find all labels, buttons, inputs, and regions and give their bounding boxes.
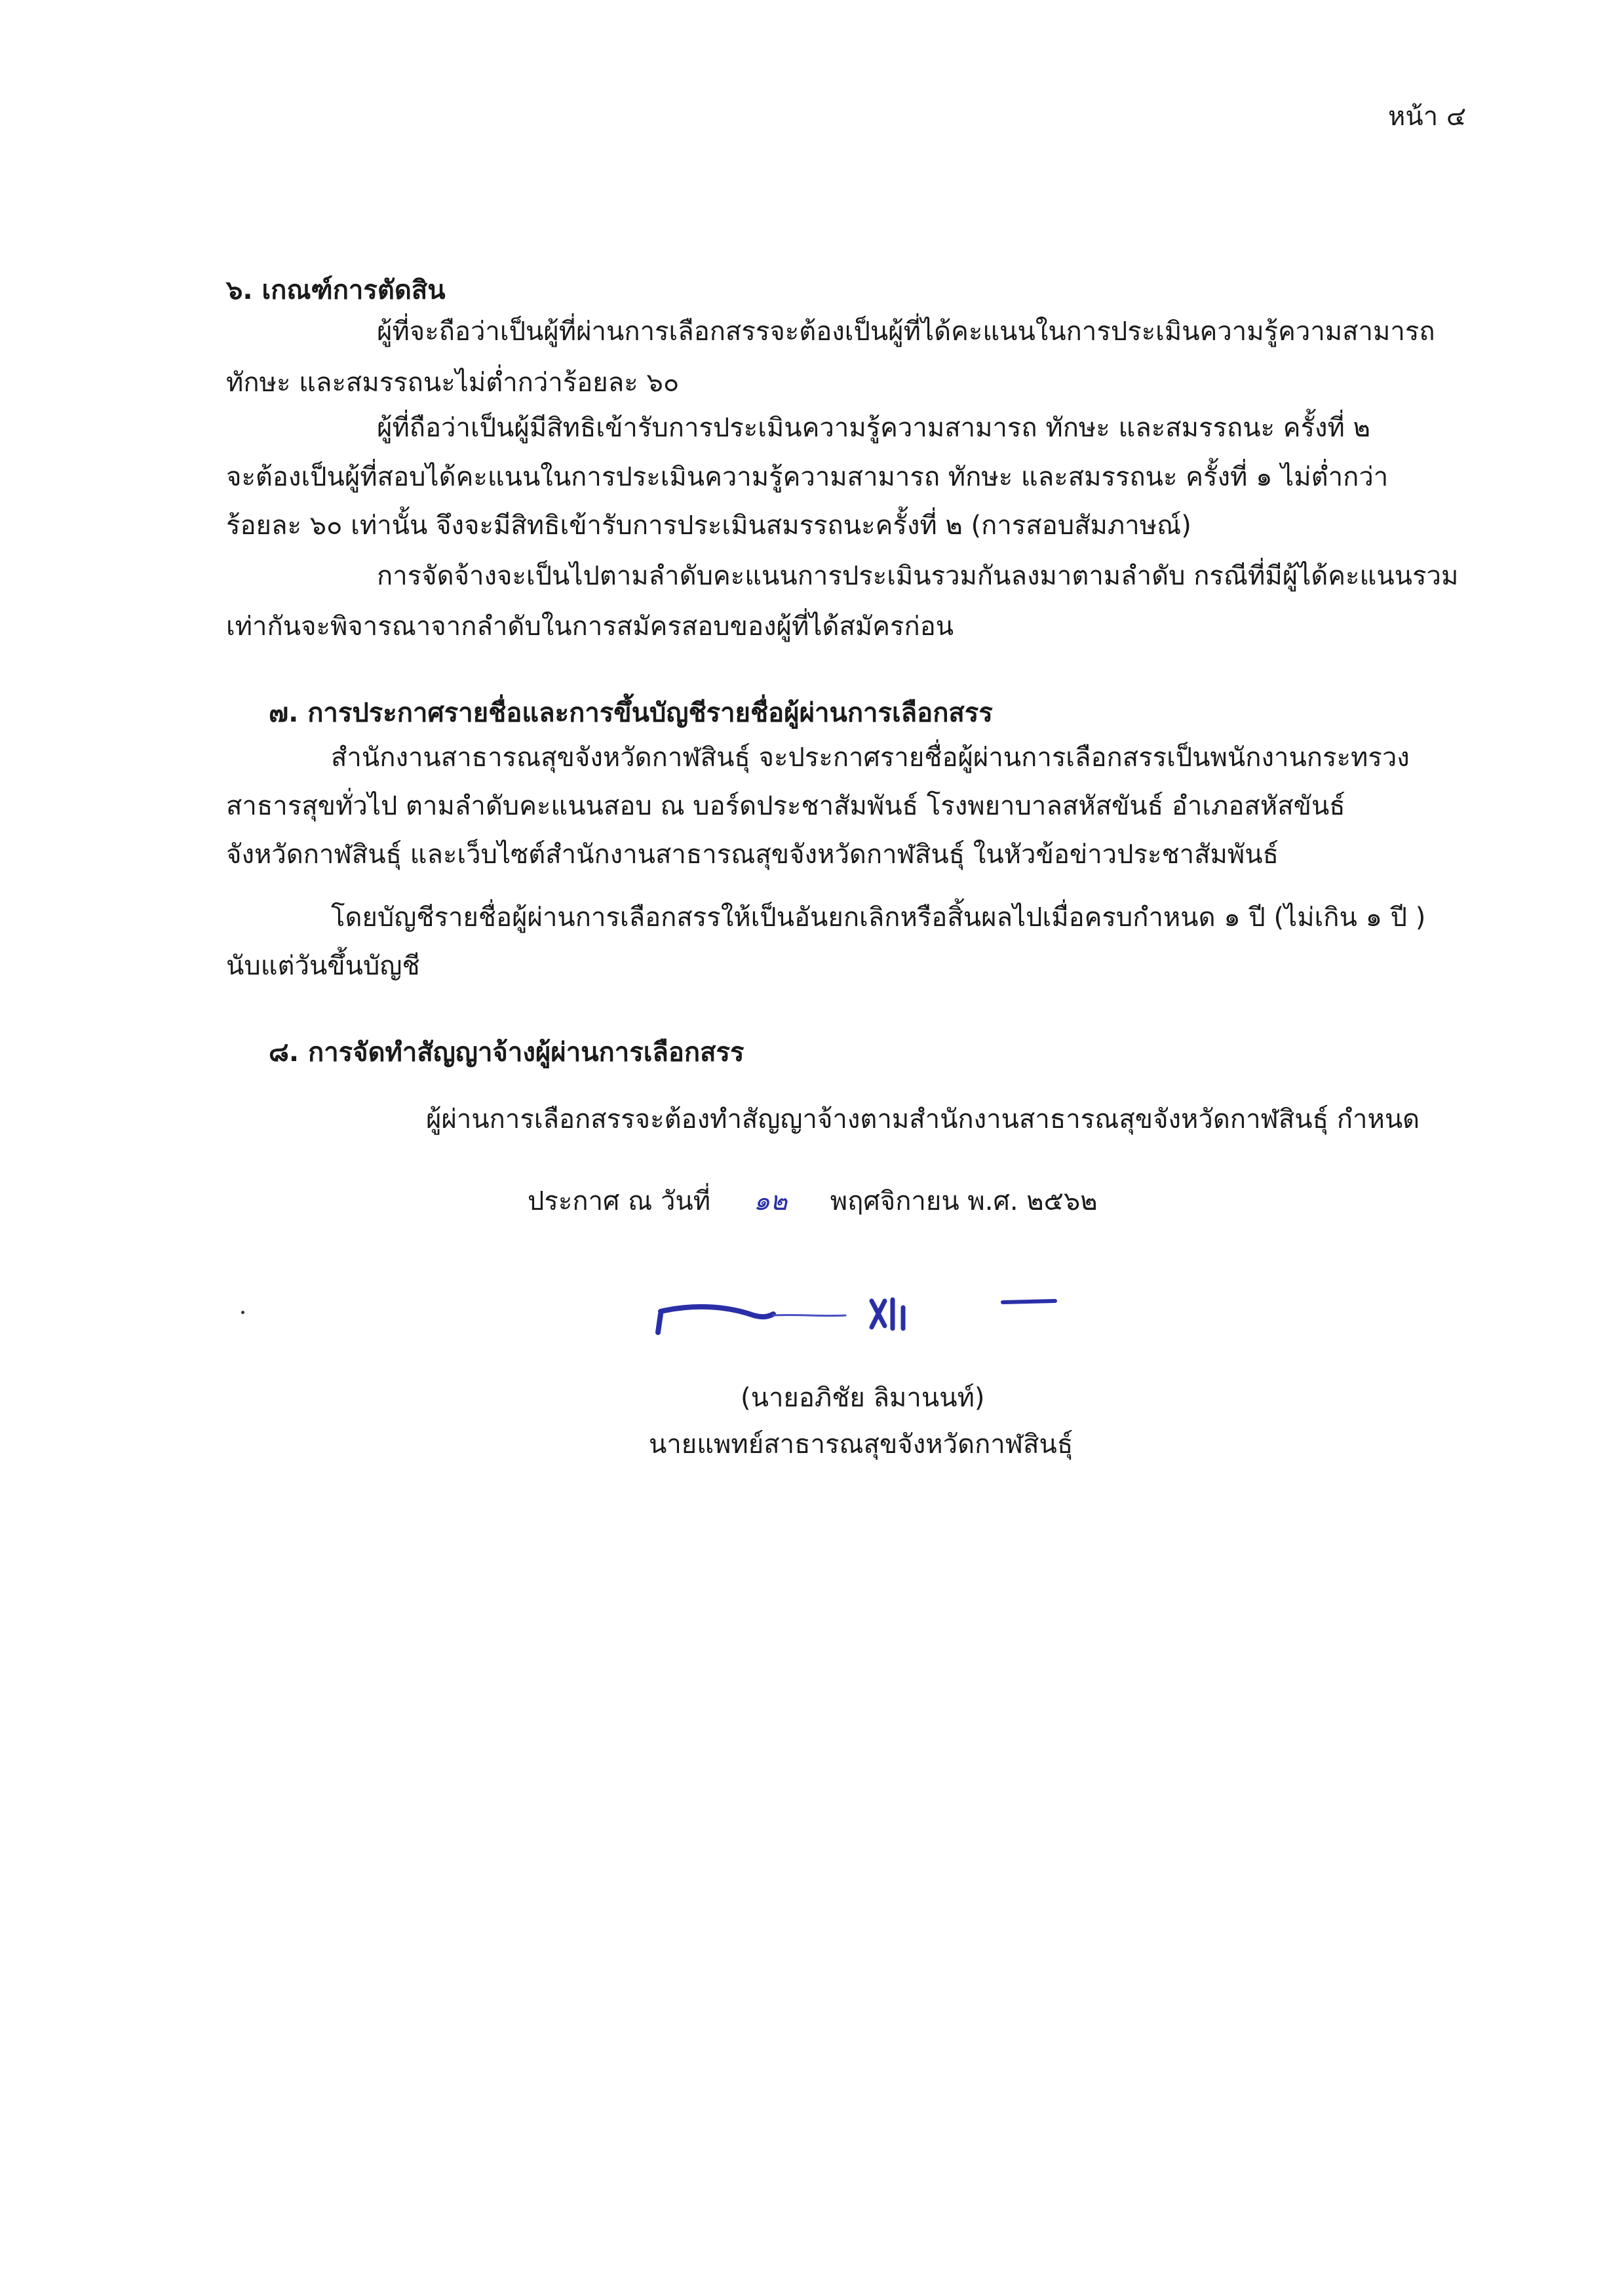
- section7-heading: ๗. การประกาศรายชื่อและการขึ้นบัญชีรายชื่อผู้ผ่านการเลือกสรร: [269, 698, 993, 728]
- signature-icon: [649, 1275, 1068, 1347]
- signatory-name: (นายอภิชัย ลิมานนท์): [741, 1383, 985, 1413]
- section7-p2-line1: โดยบัญชีรายชื่อผู้ผ่านการเลือกสรรให้เป็นอันยกเลิกหรือสิ้นผลไปเมื่อครบกำหนด ๑ ปี (ไม่เกิน ๑ ปี ): [331, 902, 1426, 933]
- section7-p1-line1: สำนักงานสาธารณสุขจังหวัดกาฬสินธุ์ จะประกาศรายชื่อผู้ผ่านการเลือกสรรเป็นพนักงานกระทรวง: [331, 743, 1410, 773]
- section7-p1-line2: สาธารสุขทั่วไป ตามลำดับคะแนนสอบ ณ บอร์ดประชาสัมพันธ์ โรงพยาบาลสหัสขันธ์ อำเภอสหัสขันธ์: [226, 791, 1345, 821]
- section6-heading: ๖. เกณฑ์การตัดสิน: [226, 275, 446, 305]
- section6-p2-line2: จะต้องเป็นผู้ที่สอบได้คะแนนในการประเมินความรู้ความสามารถ ทักษะ และสมรรถนะ ครั้งที่ ๑ ไม่ต่ำกว่า: [226, 462, 1389, 492]
- section7-p2-line2: นับแต่วันขึ้นบัญชี: [226, 951, 420, 981]
- stray-mark: [241, 1311, 244, 1314]
- section6-p3-line1: การจัดจ้างจะเป็นไปตามลำดับคะแนนการประเมินรวมกันลงมาตามลำดับ กรณีที่มีผู้ได้คะแนนรวม: [377, 561, 1459, 591]
- signatory-position: นายแพทย์สาธารณสุขจังหวัดกาฬสินธุ์: [649, 1429, 1073, 1460]
- section6-p3-line2: เท่ากันจะพิจารณาจากลำดับในการสมัครสอบของผู้ที่ได้สมัครก่อน: [226, 611, 954, 642]
- announcement-date-line: [528, 1183, 1098, 1220]
- announcement-month-year: พฤศจิกายน พ.ศ. ๒๕๖๒: [830, 1186, 1098, 1216]
- section8-p1-line1: ผู้ผ่านการเลือกสรรจะต้องทำสัญญาจ้างตามสำนักงานสาธารณสุขจังหวัดกาฬสินธุ์ กำหนด: [426, 1104, 1420, 1134]
- section6-p1-line2: ทักษะ และสมรรถนะไม่ต่ำกว่าร้อยละ ๖๐: [226, 368, 680, 398]
- announcement-prefix: ประกาศ ณ วันที่: [528, 1186, 711, 1216]
- page-number: หน้า ๔: [1388, 102, 1467, 132]
- section6-p1-line1: ผู้ที่จะถือว่าเป็นผู้ที่ผ่านการเลือกสรรจะต้องเป็นผู้ที่ได้คะแนนในการประเมินความรู้ความสามารถ: [377, 317, 1435, 347]
- section8-heading: ๘. การจัดทำสัญญาจ้างผู้ผ่านการเลือกสรร: [269, 1037, 744, 1068]
- section6-p2-line1: ผู้ที่ถือว่าเป็นผู้มีสิทธิเข้ารับการประเมินความรู้ความสามารถ ทักษะ และสมรรถนะ ครั้งที่ ๒: [377, 413, 1370, 443]
- announcement-day: ๑๒: [753, 1186, 788, 1216]
- section6-p2-line3: ร้อยละ ๖๐ เท่านั้น จึงจะมีสิทธิเข้ารับการประเมินสมรรถนะครั้งที่ ๒ (การสอบสัมภาษณ์): [226, 511, 1191, 541]
- section7-p1-line3: จังหวัดกาฬสินธุ์ และเว็บไซต์สำนักงานสาธารณสุขจังหวัดกาฬสินธุ์ ในหัวข้อข่าวประชาสัมพันธ์: [226, 840, 1279, 870]
